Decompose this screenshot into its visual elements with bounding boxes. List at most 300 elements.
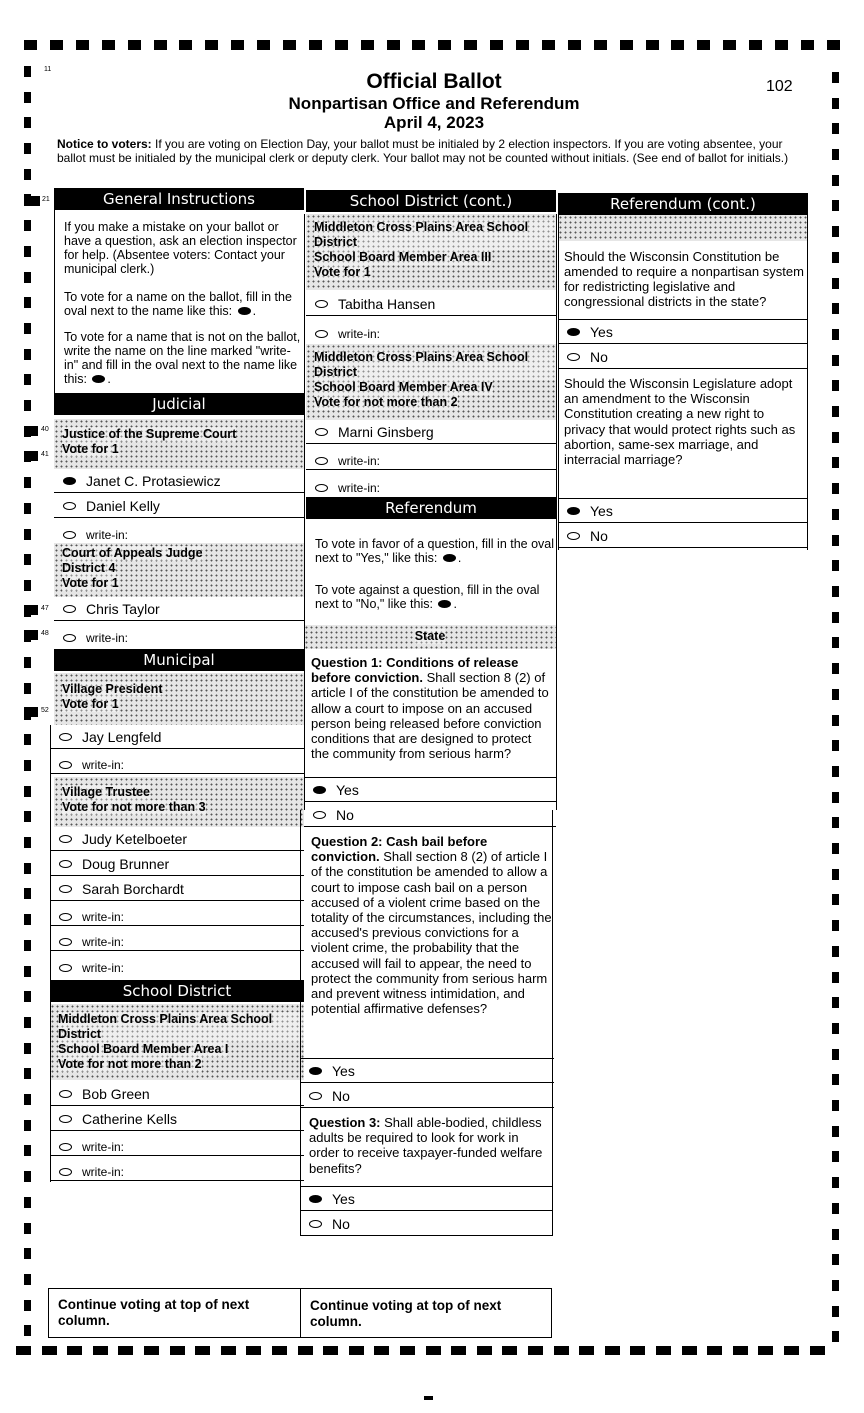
write-in-oval[interactable] [59,964,72,972]
timing-mark [832,509,839,520]
yes-label: Yes [332,1190,355,1207]
judicial-header: Judicial [54,393,304,415]
write-in-oval[interactable] [315,484,328,492]
question-1 [311,655,553,761]
ballot-title: Official Ballot [366,70,502,93]
timing-mark [24,1094,31,1105]
timing-mark [283,40,296,50]
timing-mark [832,252,839,263]
yes-oval[interactable] [567,328,580,336]
race-seat: School Board Member Area I [58,1042,229,1056]
no-row[interactable] [558,524,808,548]
no-label: No [590,348,608,365]
yes-row[interactable] [558,499,808,523]
candidate-name: Sarah Borchardt [82,880,184,897]
timing-mark [24,554,31,565]
timing-mark [832,1229,839,1240]
no-label: No [332,1215,350,1232]
yes-oval[interactable] [309,1195,322,1203]
write-in-oval[interactable] [315,457,328,465]
timing-mark [832,1254,839,1265]
timing-mark [832,355,839,366]
timing-mark [24,196,40,206]
candidate-oval[interactable] [59,860,72,868]
candidate-oval[interactable] [63,502,76,510]
write-in-row[interactable] [50,1157,304,1181]
candidate-row[interactable] [50,827,304,851]
instructions-paragraph: To vote for a name that is not on the ballot, write the name on the line marked "write-in" and fill in the oval next to the name like this: . [64,330,301,386]
timing-mark [24,888,31,899]
write-in-oval[interactable] [59,761,72,769]
write-in-row[interactable] [50,927,304,951]
timing-mark [832,843,839,854]
yes-label: Yes [590,323,613,340]
timing-mark [24,297,31,308]
timing-mark [16,1346,31,1355]
timing-mark [620,40,633,50]
timing-mark [832,406,839,417]
timing-mark [490,40,503,50]
timing-mark [630,1346,645,1355]
margin-number: 52 [41,707,49,714]
question-title: Question 3: [309,1115,381,1130]
no-row[interactable] [300,1084,554,1108]
timing-mark [24,734,31,745]
timing-mark [832,1049,839,1060]
candidate-row[interactable] [54,494,304,518]
candidate-oval[interactable] [315,428,328,436]
timing-mark [579,1346,594,1355]
timing-mark [246,1346,261,1355]
timing-mark [784,1346,799,1355]
write-in-oval[interactable] [59,913,72,921]
timing-mark [832,1023,839,1034]
timing-mark [832,715,839,726]
write-in-row[interactable] [54,622,304,646]
timing-mark [24,323,31,334]
timing-mark [832,792,839,803]
timing-mark [832,98,839,109]
timing-mark [24,451,38,461]
write-in-row[interactable] [306,318,556,342]
municipal-header: Municipal [54,649,304,671]
write-in-oval[interactable] [315,330,328,338]
yes-row[interactable] [300,1187,552,1211]
timing-mark [24,477,31,488]
race-title: Village Trustee [62,785,151,799]
margin-number: 11 [44,66,52,73]
yes-oval[interactable] [313,786,326,794]
timing-mark [749,40,762,50]
timing-mark [24,374,31,385]
timing-mark [832,432,839,443]
timing-mark [832,278,839,289]
candidate-row[interactable] [50,877,304,901]
candidate-row[interactable] [54,597,304,621]
timing-mark [24,117,31,128]
timing-mark [24,940,31,951]
timing-mark [24,786,31,797]
candidate-name: Daniel Kelly [86,497,160,514]
timing-mark [24,1043,31,1054]
timing-mark [24,811,31,822]
write-in-row[interactable] [54,519,304,543]
timing-mark [832,226,839,237]
timing-mark [231,40,244,50]
timing-mark [24,1171,31,1182]
timing-mark [24,707,38,717]
timing-mark [24,1248,31,1259]
timing-mark [67,1346,82,1355]
ballot-subtitle: Nonpartisan Office and Referendum [288,94,580,113]
candidate-row[interactable] [50,1082,304,1106]
race-village-president [54,673,304,725]
write-in-label: write-in: [82,1165,125,1179]
referendum-cont-header: Referendum (cont.) [558,193,808,215]
race-title: Middleton Cross Plains Area School District [314,220,556,250]
candidate-oval[interactable] [59,733,72,741]
timing-mark [758,1346,773,1355]
timing-mark [24,529,31,540]
timing-mark [656,1346,671,1355]
timing-mark [424,1396,433,1400]
candidate-row[interactable] [50,852,304,876]
yes-label: Yes [336,781,359,798]
race-supreme-court [54,419,304,469]
candidate-name: Marni Ginsberg [338,423,434,440]
race-title: Village President [62,682,163,696]
school-district-header: School District [50,980,304,1002]
timing-mark [832,329,839,340]
referendum-yes-instruction: To vote in favor of a question, fill in the oval next to "Yes," like this: [315,537,555,565]
timing-mark [128,40,141,50]
write-in-oval[interactable] [63,634,76,642]
timing-mark [24,630,38,640]
timing-mark [832,663,839,674]
write-in-label: write-in: [338,454,381,468]
timing-mark [24,349,31,360]
timing-mark [832,457,839,468]
candidate-oval[interactable] [63,477,76,485]
timing-mark [24,657,31,668]
referendum-shaded-band [558,215,808,241]
write-in-oval[interactable] [63,531,76,539]
question-privacy: Should the Wisconsin Legislature adopt an amendment to the Wisconsin Constitution creating a new right to privacy that would protect rights such as abortion, same-sex marriage, and interracial marriage? [564,376,796,468]
timing-mark [426,1346,441,1355]
timing-mark [646,40,659,50]
race-title: Middleton Cross Plains Area School District [58,1012,304,1042]
write-in-label: write-in: [338,481,381,495]
yes-row[interactable] [558,320,808,344]
candidate-row[interactable] [306,420,556,444]
filled-oval-example-icon [92,375,105,383]
timing-mark [24,246,31,257]
timing-mark [93,1346,108,1355]
timing-mark [832,1151,839,1162]
school-district-cont-header: School District (cont.) [306,190,556,212]
timing-mark [832,1203,839,1214]
timing-mark [323,1346,338,1355]
timing-mark [832,817,839,828]
candidate-row[interactable] [54,469,304,493]
state-label-text: State [414,629,446,643]
race-title: Court of Appeals Judge [62,546,203,560]
write-in-label: write-in: [338,327,381,341]
timing-mark [832,560,839,571]
no-row[interactable] [558,345,808,369]
write-in-oval[interactable] [59,938,72,946]
timing-mark [272,1346,287,1355]
candidate-oval[interactable] [59,885,72,893]
timing-mark [361,40,374,50]
timing-mark [477,1346,492,1355]
continue-note-col2: Continue voting at top of next column. [310,1298,502,1329]
timing-mark [775,40,788,50]
write-in-row[interactable] [306,446,556,470]
timing-mark [298,1346,313,1355]
candidate-name: Tabitha Hansen [338,295,436,312]
timing-mark [832,869,839,880]
candidate-oval[interactable] [315,300,328,308]
no-row[interactable] [304,803,556,827]
timing-mark [24,92,31,103]
timing-mark [832,637,839,648]
timing-mark [832,200,839,211]
candidate-oval[interactable] [59,1115,72,1123]
referendum-instructions: To vote in favor of a question, fill in the oval next to "Yes," like this: . [315,537,555,565]
write-in-oval[interactable] [59,1168,72,1176]
timing-mark [24,863,31,874]
timing-mark [42,1346,57,1355]
no-row[interactable] [300,1212,552,1236]
general-instructions-header: General Instructions [54,188,304,210]
timing-mark [832,689,839,700]
timing-mark [568,40,581,50]
referendum-no-instruction: To vote against a question, fill in the oval next to "No," like this: [315,583,540,611]
timing-mark [24,143,31,154]
question-redistricting: Should the Wisconsin Constitution be amended to require a nonpartisan system for redistricting legislative and congressional districts in the state? [564,249,804,309]
timing-mark [24,991,31,1002]
timing-mark [170,1346,185,1355]
timing-mark [832,1280,839,1291]
voter-notice [57,138,807,165]
timing-mark [723,40,736,50]
no-label: No [332,1087,350,1104]
instructions-fill-text: To vote for a name on the ballot, fill in the oval next to the name like this: [64,290,292,318]
yes-oval[interactable] [309,1067,322,1075]
timing-mark [832,1126,839,1137]
timing-mark [387,40,400,50]
timing-mark [50,40,63,50]
race-school-board-area-3 [306,214,556,290]
write-in-label: write-in: [82,910,125,924]
timing-mark [554,1346,569,1355]
voter-notice-label: Notice to voters: [57,137,152,151]
timing-mark [24,605,38,615]
timing-mark [810,1346,825,1355]
timing-mark [24,760,31,771]
question-title: Question 1: Conditions of release before conviction. [311,655,519,686]
timing-mark [832,303,839,314]
timing-mark [24,400,31,411]
candidate-oval[interactable] [59,835,72,843]
margin-number: 47 [41,605,49,612]
timing-mark [832,1177,839,1188]
filled-oval-example-icon [443,554,456,562]
write-in-oval[interactable] [59,1143,72,1151]
margin-number: 41 [41,451,49,458]
timing-mark [205,40,218,50]
yes-oval[interactable] [567,507,580,515]
candidate-row[interactable] [50,1107,304,1131]
timing-mark [24,1145,31,1156]
timing-mark [528,1346,543,1355]
timing-mark [832,997,839,1008]
timing-mark [832,612,839,623]
timing-mark [832,1306,839,1317]
timing-mark [24,683,31,694]
timing-mark [832,586,839,597]
timing-mark [24,66,31,77]
filled-oval-example-icon [438,600,451,608]
question-title: Question 2: Cash bail before conviction. [311,834,488,865]
referendum-header: Referendum [306,497,556,519]
timing-mark [801,40,814,50]
no-oval[interactable] [567,532,580,540]
write-in-label: write-in: [82,935,125,949]
timing-mark [707,1346,722,1355]
race-seat: School Board Member Area III [314,250,492,264]
question-text: Shall section 8 (2) of article I of the constitution be amended to allow a court to impose on an accused person being released before conviction conditions that are designed to protect the community from serious harm? [311,670,549,762]
timing-mark [24,1197,31,1208]
timing-mark [195,1346,210,1355]
yes-row[interactable] [300,1059,554,1083]
timing-mark [24,503,31,514]
margin-number: 21 [42,196,50,203]
candidate-oval[interactable] [63,605,76,613]
timing-mark [221,1346,236,1355]
race-vote-for: Vote for 1 [62,442,119,456]
timing-mark [832,149,839,160]
no-oval[interactable] [309,1092,322,1100]
margin-number: 40 [41,426,49,433]
yes-row[interactable] [304,778,556,802]
timing-mark [349,1346,364,1355]
ballot-number: 102 [766,78,793,95]
timing-mark [832,1074,839,1085]
timing-mark [832,740,839,751]
question-3 [309,1115,551,1176]
timing-mark [24,1017,31,1028]
no-oval[interactable] [567,353,580,361]
write-in-label: write-in: [86,631,129,645]
filled-oval-example-icon [238,307,251,315]
continue-note-col1: Continue voting at top of next column. [58,1297,250,1328]
timing-mark [154,40,167,50]
race-court-of-appeals [54,543,304,597]
timing-mark [76,40,89,50]
timing-mark [24,426,38,436]
write-in-row[interactable] [50,902,304,926]
state-label [304,625,556,649]
race-vote-for: Vote for not more than 2 [314,395,458,409]
race-seat: School Board Member Area IV [314,380,493,394]
timing-mark [832,972,839,983]
timing-mark [451,1346,466,1355]
question-text: Shall section 8 (2) of article I of the constitution be amended to allow a court to impose cash bail on a person accused of a violent crime based on the totality of the circumstances, including the accused's previous convictions for a violent crime, the probability that the accused will fail to appear, the need to protect the community from serious harm and prevent witness intimidation, and potential affirmative defenses? [311,849,552,1017]
candidate-oval[interactable] [59,1090,72,1098]
race-vote-for: Vote for 1 [314,265,371,279]
race-vote-for: Vote for not more than 2 [58,1057,202,1071]
timing-mark [24,914,31,925]
write-in-row[interactable] [50,952,304,976]
timing-mark [827,40,840,50]
write-in-row[interactable] [306,472,556,496]
timing-mark [832,535,839,546]
timing-mark [832,72,839,83]
candidate-name: Doug Brunner [82,855,170,872]
race-title: Middleton Cross Plains Area School District [314,350,556,380]
timing-mark [24,272,31,283]
candidate-name: Catherine Kells [82,1110,177,1127]
candidate-name: Chris Taylor [86,600,160,617]
timing-mark [832,123,839,134]
timing-mark [24,220,31,231]
race-school-board-area-4 [306,344,556,420]
timing-mark [832,894,839,905]
timing-mark [832,380,839,391]
question-2 [311,834,553,1016]
timing-mark [832,175,839,186]
timing-mark [832,1100,839,1111]
no-oval[interactable] [309,1220,322,1228]
timing-mark [24,1325,31,1336]
write-in-label: write-in: [82,758,125,772]
write-in-row[interactable] [50,750,304,774]
candidate-row[interactable] [50,725,304,749]
timing-mark [412,40,425,50]
timing-mark [516,40,529,50]
race-school-board-area-1 [50,1004,304,1080]
timing-mark [438,40,451,50]
timing-mark [832,483,839,494]
write-in-label: write-in: [82,961,125,975]
timing-mark [24,1274,31,1285]
timing-mark [374,1346,389,1355]
timing-mark [832,920,839,931]
timing-mark [24,1068,31,1079]
voter-notice-text: If you are voting on Election Day, your ballot must be initialed by 2 election inspectors. If you are voting absentee, your ballot must be initialed by the municipal clerk or deputy clerk. Your ballot may not be counted without initials. (See end of ballot for initials.) [57,137,789,165]
timing-mark [464,40,477,50]
candidate-row[interactable] [306,292,556,316]
write-in-row[interactable] [50,1132,304,1156]
timing-mark [257,40,270,50]
race-vote-for: Vote for 1 [62,697,119,711]
write-in-label: write-in: [86,528,129,542]
timing-mark [400,1346,415,1355]
no-oval[interactable] [313,811,326,819]
race-title: Justice of the Supreme Court [62,427,237,441]
timing-mark [733,1346,748,1355]
timing-mark [671,40,684,50]
ballot-date: April 4, 2023 [383,113,485,132]
race-vote-for: Vote for not more than 3 [62,800,206,814]
timing-mark [24,1223,31,1234]
timing-mark [24,580,31,591]
candidate-name: Janet C. Protasiewicz [86,472,221,489]
timing-mark [179,40,192,50]
timing-mark [832,946,839,957]
